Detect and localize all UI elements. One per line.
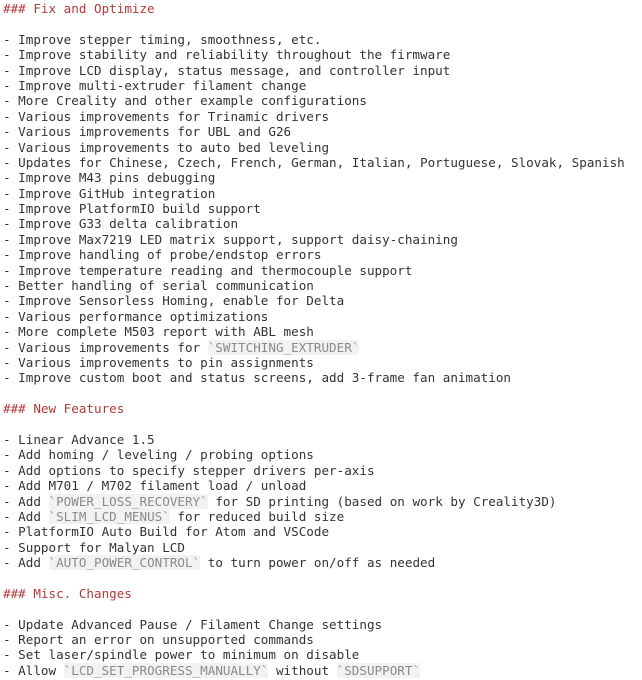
item-text: - Various performance optimizations: [3, 308, 269, 324]
blank-line: [3, 16, 642, 31]
list-item: [3, 263, 642, 278]
list-item: [3, 370, 642, 385]
item-text: - Improve stability and reliability throughout the firmware: [3, 47, 451, 63]
list-item: [3, 232, 642, 247]
blank-line: [3, 601, 642, 616]
list-item: [3, 278, 642, 293]
inline-code: `POWER_LOSS_RECOVERY`: [48, 493, 208, 509]
item-text: - Improve GitHub integration: [3, 185, 216, 201]
inline-code: `SDSUPPORT`: [336, 662, 421, 678]
item-text: - More complete M503 report with ABL mesh: [3, 324, 314, 340]
item-text: - Improve custom boot and status screens, add 3-frame fan animation: [3, 370, 511, 386]
list-item: [3, 32, 642, 47]
item-text: - Support for Malyan LCD: [3, 539, 185, 555]
list-item: [3, 93, 642, 108]
list-item: [3, 140, 642, 155]
item-text: to turn power on/off as needed: [200, 555, 436, 571]
list-item: [3, 632, 642, 647]
item-text: - Improve multi-extruder filament change: [3, 77, 307, 93]
list-item: [3, 201, 642, 216]
list-item: [3, 324, 642, 339]
item-text: - Update Advanced Pause / Filament Change settings: [3, 616, 383, 632]
list-item: [3, 540, 642, 555]
list-item: [3, 155, 642, 170]
list-item: [3, 555, 642, 570]
list-item: [3, 47, 642, 62]
section-heading: ### Misc. Changes: [3, 585, 132, 601]
markdown-document: [3, 1, 642, 678]
list-item: [3, 109, 642, 124]
item-text: - Add M701 / M702 filament load / unload: [3, 478, 307, 494]
inline-code: `SWITCHING_EXTRUDER`: [207, 339, 360, 355]
section-heading: ### Fix and Optimize: [3, 1, 155, 16]
item-text: - Set laser/spindle power to minimum on disable: [3, 647, 360, 663]
inline-code: `SLIM_LCD_MENUS`: [48, 508, 170, 524]
list-item: [3, 186, 642, 201]
item-text: - Linear Advance 1.5: [3, 431, 155, 447]
item-text: - PlatformIO Auto Build for Atom and VSCode: [3, 524, 330, 540]
item-text: - Improve G33 delta calibration: [3, 216, 239, 232]
blank-line: [3, 386, 642, 401]
item-text: - Improve Max7219 LED matrix support, support daisy-chaining: [3, 231, 458, 247]
item-text: for SD printing (based on work by Creality3D): [207, 493, 557, 509]
item-text: - More Creality and other example configurations: [3, 93, 367, 109]
list-item: [3, 432, 642, 447]
item-text: - Add: [3, 493, 49, 509]
list-item: [3, 447, 642, 462]
list-item: [3, 663, 642, 678]
item-text: - Various improvements to auto bed leveling: [3, 139, 330, 155]
item-text: - Report an error on unsupported commands: [3, 632, 314, 648]
list-item: [3, 340, 642, 355]
list-item: [3, 170, 642, 185]
item-text: - Improve LCD display, status message, and controller input: [3, 62, 451, 78]
item-text: - Improve temperature reading and thermocouple support: [3, 262, 413, 278]
list-item: [3, 509, 642, 524]
list-item: [3, 478, 642, 493]
list-item: [3, 293, 642, 308]
item-text: - Add: [3, 555, 49, 571]
item-text: - Allow: [3, 662, 64, 678]
list-item: [3, 63, 642, 78]
list-item: [3, 494, 642, 509]
list-item: [3, 78, 642, 93]
blank-line: [3, 417, 642, 432]
item-text: - Improve PlatformIO build support: [3, 201, 261, 217]
item-text: - Better handling of serial communication: [3, 278, 314, 294]
blank-line: [3, 570, 642, 585]
item-text: - Improve stepper timing, smoothness, etc.: [3, 31, 322, 47]
list-item: [3, 524, 642, 539]
inline-code: `LCD_SET_PROGRESS_MANUALLY`: [63, 662, 269, 678]
item-text: without: [268, 662, 337, 678]
item-text: - Various improvements for: [3, 339, 208, 355]
list-item: [3, 309, 642, 324]
list-item: [3, 124, 642, 139]
item-text: - Various improvements for Trinamic drivers: [3, 108, 330, 124]
item-text: - Various improvements to pin assignments: [3, 354, 314, 370]
list-item: [3, 617, 642, 632]
list-item: [3, 247, 642, 262]
list-item: [3, 216, 642, 231]
list-item: [3, 463, 642, 478]
item-text: - Improve Sensorless Homing, enable for Delta: [3, 293, 345, 309]
item-text: for reduced build size: [169, 508, 345, 524]
section-heading: ### New Features: [3, 401, 125, 417]
item-text: - Add options to specify stepper drivers per-axis: [3, 462, 375, 478]
item-text: - Add: [3, 508, 49, 524]
inline-code: `AUTO_POWER_CONTROL`: [48, 555, 201, 571]
list-item: [3, 647, 642, 662]
item-text: - Updates for Chinese, Czech, French, German, Italian, Portuguese, Slovak, Spanish: [3, 154, 625, 170]
item-text: - Improve M43 pins debugging: [3, 170, 216, 186]
item-text: - Improve handling of probe/endstop errors: [3, 247, 322, 263]
item-text: - Various improvements for UBL and G26: [3, 124, 292, 140]
list-item: [3, 355, 642, 370]
item-text: - Add homing / leveling / probing options: [3, 447, 314, 463]
